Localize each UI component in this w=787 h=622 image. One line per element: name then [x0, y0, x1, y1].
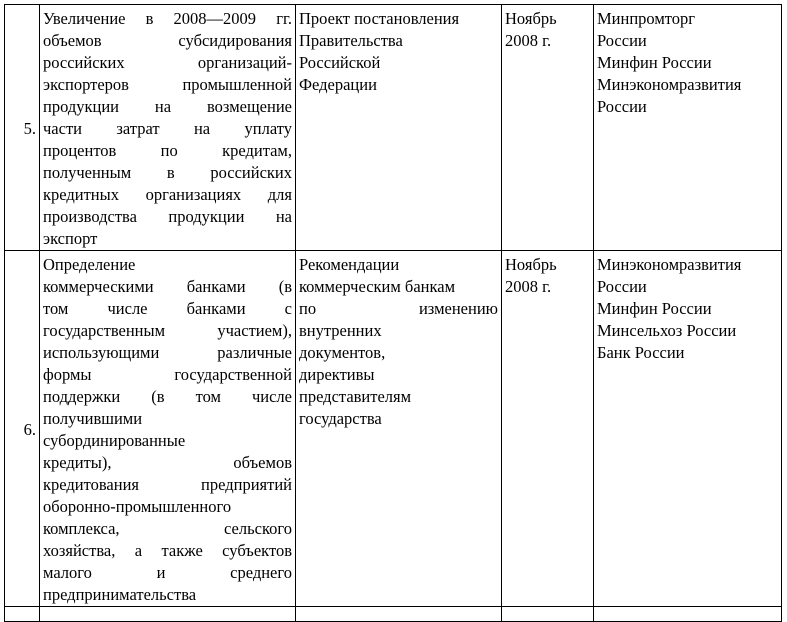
- measure-line: экспорт: [43, 229, 98, 248]
- document-line: Рекомендации: [299, 255, 400, 274]
- executor-line: Минфин России: [597, 53, 712, 72]
- measure-cell: [40, 5, 296, 251]
- measure-line: процентов по кредитам,: [43, 141, 292, 160]
- table-row-partial: [5, 607, 782, 622]
- executor-line: Минпромторг: [597, 9, 696, 28]
- measure-line: использующими различные: [43, 343, 292, 362]
- measure-line: кредитования предприятий: [43, 475, 292, 494]
- executor-line: Минэкономразвития: [597, 75, 742, 94]
- measure-line: получившими: [43, 409, 143, 428]
- empty-cell: [502, 607, 594, 622]
- document-line: коммерческим банкам: [299, 277, 456, 296]
- measure-line: объемов субсидирования: [43, 31, 292, 50]
- measure-line: Увеличение в 2008—2009 гг.: [43, 9, 292, 28]
- table-row: [5, 251, 782, 607]
- deadline-line: 2008 г.: [505, 277, 552, 296]
- measure-line: продукции на возмещение: [43, 97, 292, 116]
- measure-line: предпринимательства: [43, 585, 197, 604]
- measure-cell: [40, 251, 296, 607]
- document-line: директивы: [299, 365, 375, 384]
- executor-line: России: [597, 31, 647, 50]
- executor-line: Минэкономразвития: [597, 255, 742, 274]
- measure-line: экспортеров промышленной: [43, 75, 292, 94]
- document-line: внутренних: [299, 321, 382, 340]
- executor-line: Минфин России: [597, 299, 712, 318]
- measure-line: поддержки (в том числе: [43, 387, 292, 406]
- deadline-line: 2008 г.: [505, 31, 552, 50]
- measure-line: субординированные: [43, 431, 186, 450]
- measure-line: оборонно-промышленного: [43, 497, 232, 516]
- measure-line: кредиты), объемов: [43, 453, 292, 472]
- deadline-cell: [502, 251, 594, 607]
- measure-line: части затрат на уплату: [43, 119, 292, 138]
- measure-line: хозяйства, а также субъектов: [43, 541, 292, 560]
- measure-line: том числе банками с: [43, 299, 292, 318]
- document-line: Проект постановления: [299, 9, 460, 28]
- measure-line: кредитных организациях для: [43, 185, 292, 204]
- plan-table: [4, 4, 782, 622]
- document-line: Федерации: [299, 75, 377, 94]
- executor-line: России: [597, 277, 647, 296]
- document-line: Российской: [299, 53, 381, 72]
- row-number: 6.: [5, 251, 40, 607]
- deadline-line: Ноябрь: [505, 9, 557, 28]
- measure-line: формы государственной: [43, 365, 292, 384]
- measure-line: коммерческими банками (в: [43, 277, 292, 296]
- empty-cell: [40, 607, 296, 622]
- executors-cell: [594, 251, 782, 607]
- document-cell: [296, 251, 502, 607]
- empty-cell: [5, 607, 40, 622]
- executor-line: Банк России: [597, 343, 685, 362]
- executors-cell: [594, 5, 782, 251]
- document-line: Правительства: [299, 31, 403, 50]
- table-row: [5, 5, 782, 251]
- empty-cell: [594, 607, 782, 622]
- document-line: по изменению: [299, 299, 498, 318]
- deadline-cell: [502, 5, 594, 251]
- document-line: представителям: [299, 387, 412, 406]
- measure-line: Определение: [43, 255, 136, 274]
- deadline-line: Ноябрь: [505, 255, 557, 274]
- executor-line: России: [597, 97, 647, 116]
- measure-line: комплекса, сельского: [43, 519, 292, 538]
- executor-line: Минсельхоз России: [597, 321, 737, 340]
- measure-line: полученным в российских: [43, 163, 292, 182]
- empty-cell: [296, 607, 502, 622]
- row-number: 5.: [5, 5, 40, 251]
- document-cell: [296, 5, 502, 251]
- measure-line: производства продукции на: [43, 207, 292, 226]
- measure-line: малого и среднего: [43, 563, 292, 582]
- document-line: государства: [299, 409, 382, 428]
- measure-line: российских организаций-: [43, 53, 292, 72]
- document-line: документов,: [299, 343, 386, 362]
- measure-line: государственным участием),: [43, 321, 292, 340]
